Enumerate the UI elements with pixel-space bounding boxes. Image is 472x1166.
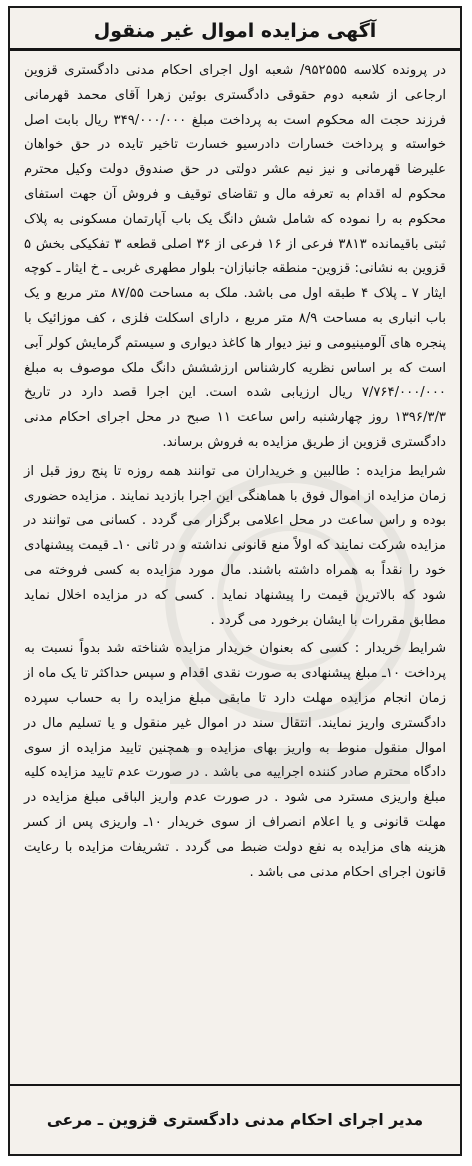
title-divider [10,48,460,51]
case-paragraph: در پرونده کلاسه ۹۵۲۵۵۵/ شعبه اول اجرای احکام مدنی دادگستری قزوین ارجاعی از شعبه دوم حقوقی دادگستری بوئین زهرا آقای محمد قهرمانی فرزند حجت اله محکوم است به پرداخت مبلغ ۳۴۹/۰۰۰/۰۰۰ ریال بابت اصل خواسته و پرداخت خسارات دادرسیو خسارت تاخیر تایده در حق خواهان علیرضا قهرمانی و نیز نیم عشر دولتی در حق صندوق دولت وکیل محترم محکوم له اقدام به تعرفه مال و تقاضای توقیف و فروش آن جهت استفای محکوم به را نموده که شامل شش دانگ یک باب آپارتمان مسکونی به پلاک ثبتی باقیمانده ۳۸۱۳ فرعی از ۱۶ فرعی از ۳۶ اصلی قطعه ۳ تفکیکی بخش ۵ قزوین به نشانی: قزوین- منطقه جانبازان- بلوار مطهری غربی ـ خ ایثار ـ کوچه ایثار ۷ ـ پلاک ۴ طبقه اول می باشد. ملک به مساحت ۸۷/۵۵ متر مربع و یک باب انباری به مساحت ۸/۹ متر مربع ، دارای اسکلت فلزی ، کف موزائیک با پنجره های آلومینیومی و نیز دیوار ها کاغذ دیواری و سیستم گرمایش کولر آبی است که بر اساس نظریه کارشناس ارزششش دانگ ملک موصوف به مبلغ ۷/۷۶۴/۰۰۰/۰۰۰ ریال ارزیابی شده است. این اجرا قصد دارد در تاریخ ۱۳۹۶/۳/۳ روز چهارشنبه راس ساعت ۱۱ صبح در محل اجرای احکام مدنی دادگستری قزوین از طریق مزایده به فروش برساند. [24,63,447,450]
auction-notice [8,6,462,1156]
signature-line: مدیر اجرای احکام مدنی دادگستری قزوین ـ مرعی [10,1084,460,1154]
buyer-conditions-paragraph: شرایط خریدار : کسی که بعنوان خریدار مزایده شناخته شد بدواً نسبت به پرداخت ۱۰ـ مبلغ پیشنهادی به صورت نقدی اقدام و سپس حداکثر تا یک ماه از زمان انجام مزایده مهلت دارد تا مابقی مبلغ مزایده را به حساب سپرده دادگستری واریز نمایند. انتقال سند در اموال غیر منقول و یا تسلیم مال در اموال منقول منوط به واریز بهای مزایده و همچنین تایید مزایده از سوی دادگاه محترم صادر کننده اجراییه می باشد . در صورت عدم تایید مزایده کلیه مبلغ واریزی مسترد می شود . در صورت عدم واریز الباقی مبلغ مزایده در مهلت قانونی و یا اعلام انصراف از سوی خریدار ۱۰ـ واریزی پس از کسر هزینه های مزایده به نفع دولت ضبط می گردد . تشریفات مزایده با رعایت قانون اجرای احکام مدنی می باشد . [24,641,447,880]
notice-title: آگهی مزایده اموال غیر منقول [93,20,377,42]
auction-conditions-paragraph: شرایط مزایده : طالبین و خریداران می توانند همه روزه تا پنج روز قبل از زمان مزایده از اموال فوق با هماهنگی این اجرا بازدید نمایند . مزایده حضوری بوده و راس ساعت در محل اعلامی برگزار می گردد . کسانی می توانند در مزایده شرکت نمایند که اولاً منع قانونی نداشته و در ثانی ۱۰ـ قیمت پیشنهادی خود را نقداً به همراه داشته باشند. مال مورد مزایده به کسی فروخته می شود که بالاترین قیمت را پیشنهاد نماید . کسی که در مزایده اخلال نماید مطابق مقررات با ایشان برخورد می گردد . [24,463,446,628]
